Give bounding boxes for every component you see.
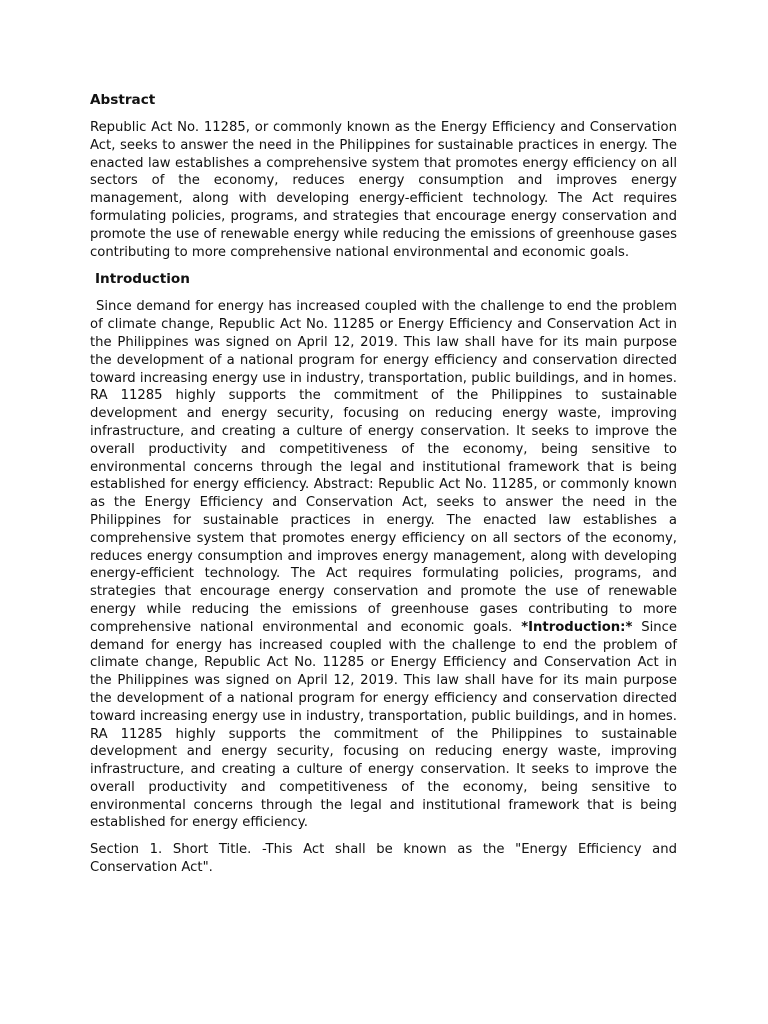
introduction-text-part1: Since demand for energy has increased coupled with the challenge to end the problem of climate change, Republic Act No. 11285 or Energy Efficiency and Conservation Act in the Philippines was signed on April 12, 2019. This law shall have for its main purpose the development of a national program for energy efficiency and conservation directed toward increasing energy use in industry, transportation, public buildings, and in homes. RA 11285 highly supports the commitment of the Philippines to sustainable development and energy security, focusing on reducing energy waste, improving infrastructure, and creating a culture of energy conservation. It seeks to improve the overall productivity and competitiveness of the economy, being sensitive to environmental concerns through the legal and institutional framework that is being established for energy efficiency. Abstract: Republic Act No. 11285, or commonly known as the Energy Efficiency and Conservation Act, seeks to answer the need in the Philippines for sustainable practices in energy. The enacted law establishes a comprehensive system that promotes energy efficiency on all sectors of the economy, reduces energy consumption and improves energy management, along with developing energy-efficient technology. The Act requires formulating policies, programs, and strategies that encourage energy conservation and promote the use of renewable energy while reducing the emissions of greenhouse gases contributing to more comprehensive national environmental and economic goals. [90,299,677,635]
introduction-inline-bold: *Introduction:* [521,619,633,635]
introduction-heading: Introduction [95,271,190,288]
abstract-paragraph: Republic Act No. 11285, or commonly known as the Energy Efficiency and Conservation Act, seeks to answer the need in the Philippines for sustainable practices in energy. The enacted law establishes a comprehensive system that promotes energy efficiency on all sectors of the economy, reduces energy consumption and improves energy management, along with developing energy-efficient technology. The Act requires formulating policies, programs, and strategies that encourage energy conservation and promote the use of renewable energy while reducing the emissions of greenhouse gases contributing to more comprehensive national environmental and economic goals. [90,120,677,260]
introduction-text-part2: Since demand for energy has increased coupled with the challenge to end the problem of climate change, Republic Act No. 11285 or Energy Efficiency and Conservation Act in the Philippines was signed on April 12, 2019. This law shall have for its main purpose the development of a national program for energy efficiency and conservation directed toward increasing energy use in industry, transportation, public buildings, and in homes. RA 11285 highly supports the commitment of the Philippines to sustainable development and energy security, focusing on reducing energy waste, improving infrastructure, and creating a culture of energy conservation. It seeks to improve the overall productivity and competitiveness of the economy, being sensitive to environmental concerns through the legal and institutional framework that is being established for energy efficiency. [90,619,677,831]
abstract-heading: Abstract [90,92,156,108]
document-page [90,91,677,886]
section-1-paragraph: Section 1. Short Title. -This Act shall be known as the "Energy Efficiency and Conservation Act". [90,842,677,876]
introduction-paragraph [90,298,677,832]
